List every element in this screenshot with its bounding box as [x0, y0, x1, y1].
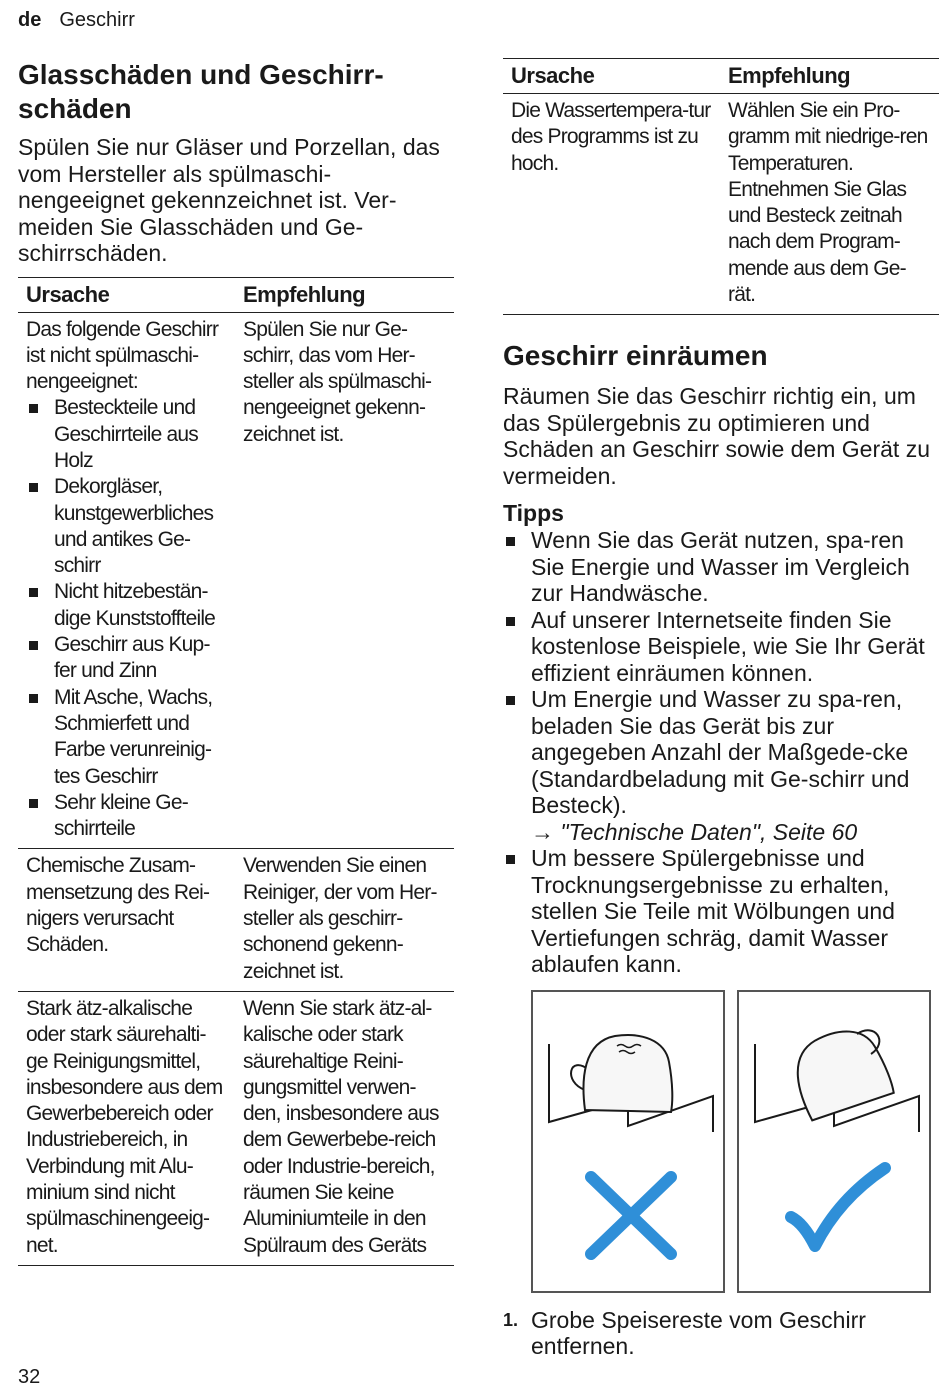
list-item: Auf unserer Internetseite finden Sie kostenlose Beispiele, wie Sie Ihr Gerät effizient einräumen können. — [503, 607, 939, 687]
recommendation-cell: Wählen Sie ein Pro-gramm mit niedrige-ren Temperaturen. Entnehmen Sie Glas und Besteck zeitnah nach dem Program-mende aus dem Ge-rät. — [720, 94, 939, 315]
correct-check-icon — [791, 1168, 885, 1246]
column-header-cause: Ursache — [503, 59, 720, 94]
tilted-cup-illustration — [739, 992, 929, 1291]
recommendation-cell: Verwenden Sie einen Reiniger, der vom Her-steller als geschirr-schonend gekenn-zeichnet ist. — [235, 849, 454, 991]
section-title-loading: Geschirr einräumen — [503, 340, 768, 372]
list-item: Geschirr aus Kup-fer und Zinn — [26, 632, 227, 685]
recommendation-cell: Wenn Sie stark ätz-al-kalische oder stark säurehaltige Reini-gungsmittel verwen-den, insbesondere aus dem Gewerbebe-reich oder Industrie-bereich, räumen Sie keine Aluminiumteile in den Spülraum des Geräts — [235, 991, 454, 1265]
section-title-glass-damage: Glasschäden und Geschirr- schäden — [18, 59, 384, 124]
wrong-cross-icon — [591, 1177, 671, 1254]
cause-recommendation-table — [18, 277, 454, 1266]
step-number: 1. — [503, 1309, 519, 1330]
loading-intro-paragraph: Räumen Sie das Geschirr richtig ein, um das Spülergebnis zu optimieren und Schäden an Geschirr sowie dem Gerät zu vermeiden. — [503, 383, 930, 489]
step-text: Grobe Speisereste vom Geschirr entfernen. — [531, 1306, 866, 1360]
section-name: Geschirr — [59, 9, 135, 31]
left-column — [18, 58, 454, 1266]
list-item — [503, 686, 939, 845]
cross-reference-link[interactable]: → "Technische Daten", Seite 60 — [531, 818, 858, 845]
wrong-placement-panel — [531, 990, 725, 1293]
cause-cell — [18, 312, 235, 849]
column-header-recommendation: Empfehlung — [720, 59, 939, 94]
list-item: Um bessere Spülergebnisse und Trocknungsergebnisse zu erhalten, stellen Sie Teile mit Wölbungen und Vertiefungen schräg, damit Wasser ablaufen kann. — [503, 845, 939, 978]
list-item: Wenn Sie das Gerät nutzen, spa-ren Sie Energie und Wasser im Vergleich zur Handwäsche. — [503, 527, 939, 607]
list-item: Nicht hitzebestän-dige Kunststoffteile — [26, 579, 227, 632]
table-row — [18, 991, 454, 1265]
intro-paragraph: Spülen Sie nur Gläser und Porzellan, das vom Hersteller als spülmaschi-nengeeignet gekennzeichnet ist. Ver-meiden Sie Glasschäden und Ge-schirrschäden. — [18, 134, 440, 266]
cause-recommendation-table-continued — [503, 58, 939, 315]
loading-illustration — [531, 990, 931, 1295]
list-item: Besteckteile und Geschirrteile aus Holz — [26, 395, 227, 474]
table-row — [18, 312, 454, 849]
upright-cup-illustration — [533, 992, 723, 1291]
recommendation-cell: Spülen Sie nur Ge-schirr, das vom Her-steller als spülmaschi-nengeeignet gekenn-zeichnet ist. — [235, 312, 454, 849]
tips-heading: Tipps — [503, 500, 564, 527]
cause-cell: Chemische Zusam-mensetzung des Rei-nigers verursacht Schäden. — [18, 849, 235, 991]
unsuitable-items-list — [26, 395, 227, 842]
column-header-cause: Ursache — [18, 277, 235, 312]
tips-list — [503, 527, 939, 978]
tip-text: Um Energie und Wasser zu spa-ren, beladen Sie das Gerät bis zur angegeben Anzahl der Maßgede-cke (Standardbeladung mit Ge-schirr und Besteck). — [531, 686, 910, 819]
correct-placement-panel — [737, 990, 931, 1293]
right-column — [503, 58, 939, 1360]
column-header-recommendation: Empfehlung — [235, 277, 454, 312]
step-1 — [503, 1307, 939, 1360]
list-item: Sehr kleine Ge-schirrteile — [26, 790, 227, 843]
cause-cell: Die Wassertempera-tur des Programms ist zu hoch. — [503, 94, 720, 315]
table-row — [503, 94, 939, 315]
cause-text: Das folgende Geschirr ist nicht spülmaschi-nengeeignet: — [26, 317, 219, 394]
page-number: 32 — [18, 1366, 41, 1388]
table-row — [18, 849, 454, 991]
cause-cell: Stark ätz-alkalische oder stark säurehalti-ge Reinigungsmittel, insbesondere aus dem Gewerbebereich oder Industriebereich, in Verbindung mit Alu-minium sind nicht spülmaschinengeeig-net. — [18, 991, 235, 1265]
language-code: de — [18, 9, 42, 31]
page-header — [18, 9, 135, 32]
list-item: Dekorgläser, kunstgewerbliches und antikes Ge-schirr — [26, 474, 227, 579]
list-item: Mit Asche, Wachs, Schmierfett und Farbe verunreinig-tes Geschirr — [26, 685, 227, 790]
